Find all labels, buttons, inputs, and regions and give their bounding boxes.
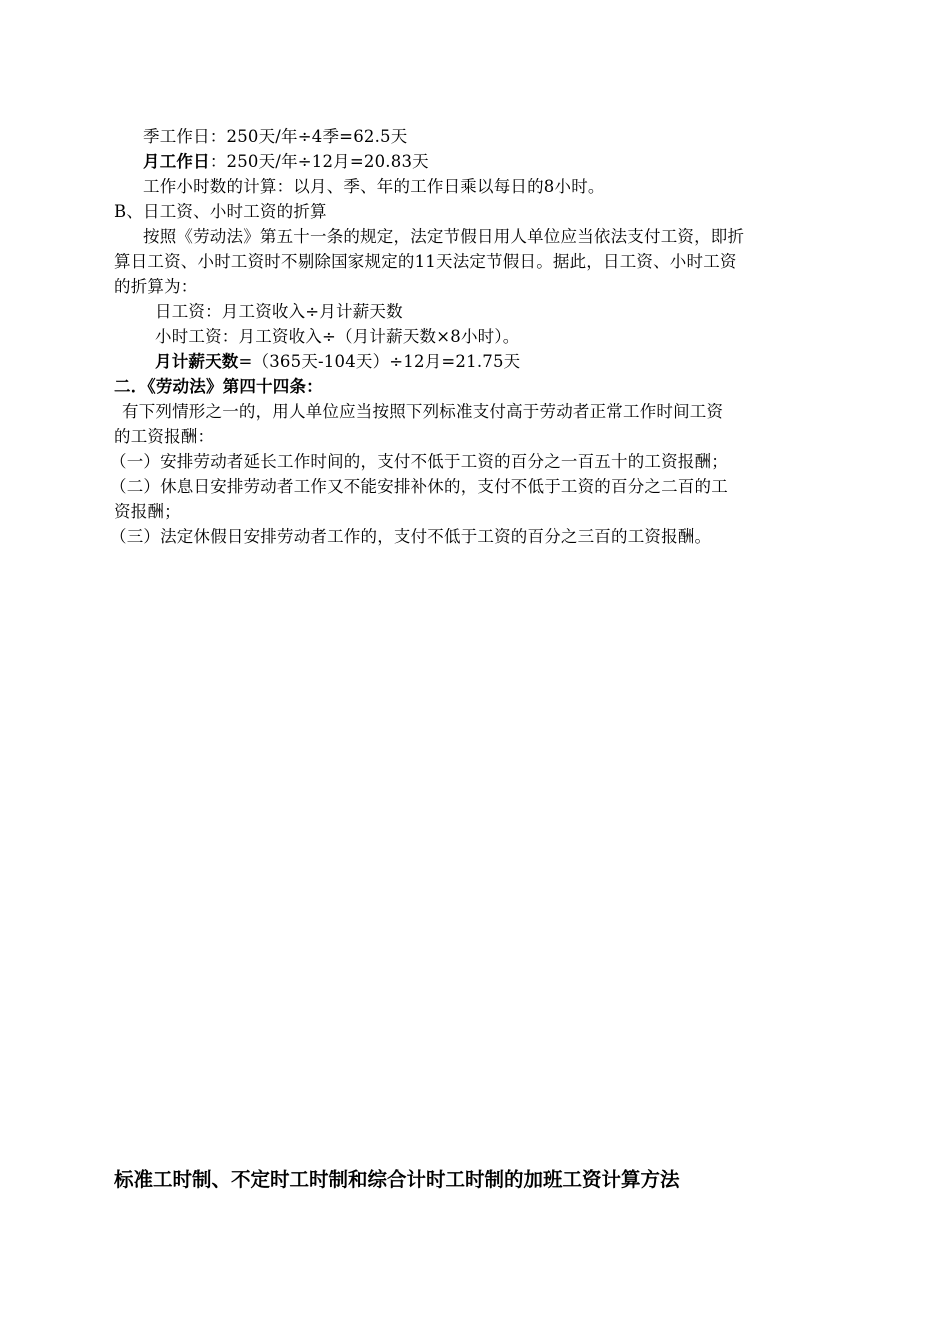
bold-term-month-workdays: 月工作日 — [143, 152, 210, 171]
text-line-article-intro-1: 有下列情形之一的，用人单位应当按照下列标准支付高于劳动者正常工作时间工资 — [122, 402, 724, 421]
section-heading-b: B、日工资、小时工资的折算 — [114, 202, 327, 221]
text-line-month-workdays — [143, 150, 429, 174]
text-line-clause-1: （一）安排劳动者延长工作时间的，支付不低于工资的百分之一百五十的工资报酬； — [110, 452, 728, 471]
text-line-paid-days — [155, 350, 520, 374]
section-title-overtime-calculation: 标准工时制、不定时工时制和综合计时工时制的加班工资计算方法 — [114, 1168, 680, 1191]
text-line-season-workdays: 季工作日：250天/年÷4季=62.5天 — [143, 127, 408, 146]
text-line-clause-2b: 资报酬； — [114, 502, 181, 521]
text-line-clause-2a: （二）休息日安排劳动者工作又不能安排补休的，支付不低于工资的百分之二百的工 — [110, 477, 728, 496]
section-heading-article-44: 二．《劳动法》第四十四条： — [114, 377, 323, 396]
text-line-daily-wage: 日工资：月工资收入÷月计薪天数 — [155, 302, 403, 321]
text-line-clause-3: （三）法定休假日安排劳动者工作的，支付不低于工资的百分之三百的工资报酬。 — [110, 527, 712, 546]
text-paid-days-formula: =（365天-104天）÷12月=21.75天 — [238, 352, 521, 371]
text-line-hourly-wage: 小时工资：月工资收入÷（月计薪天数×8小时）。 — [155, 327, 520, 346]
text-line-paragraph-2: 算日工资、小时工资时不剔除国家规定的11天法定节假日。据此，日工资、小时工资 — [114, 252, 737, 271]
text-month-workdays-formula: ：250天/年÷12月=20.83天 — [209, 152, 429, 171]
text-line-work-hours: 工作小时数的计算：以月、季、年的工作日乘以每日的8小时。 — [143, 177, 605, 196]
text-line-paragraph-3: 的折算为： — [114, 277, 198, 296]
bold-term-paid-days: 月计薪天数 — [155, 352, 239, 371]
text-line-article-intro-2: 的工资报酬： — [114, 427, 215, 446]
text-line-paragraph-1: 按照《劳动法》第五十一条的规定，法定节假日用人单位应当依法支付工资，即折 — [143, 227, 745, 246]
